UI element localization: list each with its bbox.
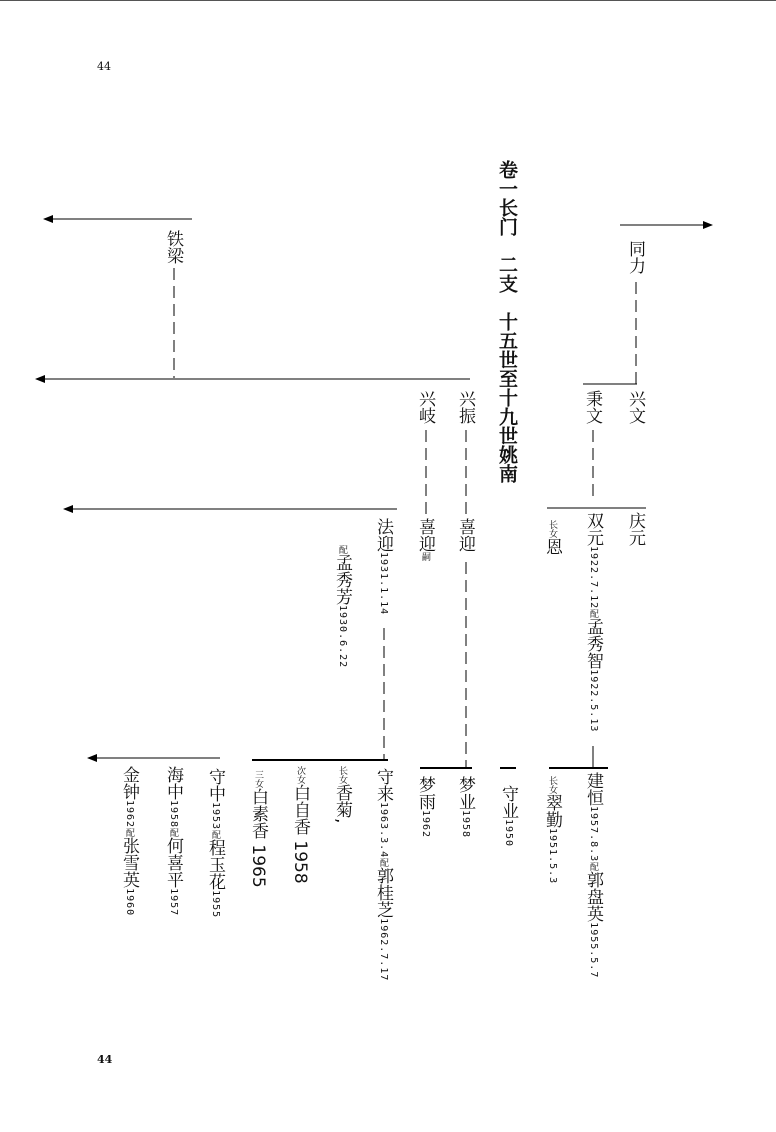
shouzhong-dates: 1953	[210, 802, 221, 831]
person-jianheng	[584, 772, 601, 978]
person-shuangyuan	[584, 512, 601, 732]
page-number-top: 44	[97, 60, 111, 73]
person-tongli: 同力	[625, 240, 645, 274]
shuangyuan-spouse: 孟秀智	[583, 618, 603, 670]
bzx-rank: 次女	[295, 766, 305, 784]
haizhong-name: 海中	[163, 766, 183, 800]
jinzhong-spouse: 张雪英	[119, 837, 139, 889]
cuiqin-dates: 1951.5.3	[547, 828, 558, 885]
person-baizixiang	[291, 766, 308, 884]
jianheng-pei: 配	[588, 862, 598, 872]
xiying2-mark: 嗣	[420, 552, 430, 561]
faying-pei: 配	[337, 545, 347, 554]
bzx-name: 白自香 1958	[290, 784, 310, 884]
bsx-rank: 三女	[253, 770, 263, 788]
shoulai-spouse: 郭桂芝	[373, 867, 393, 919]
shuangyuan-dates: 1922.7.12	[588, 546, 599, 610]
shouye-dates: 1950	[503, 819, 514, 848]
jianheng-name: 建恒	[583, 772, 603, 806]
person-mengye	[456, 776, 473, 838]
faying-name: 法迎	[373, 518, 393, 552]
xiangju-name: 香菊,	[332, 784, 352, 824]
person-shouye	[499, 785, 516, 847]
xiangju-rank: 长女	[337, 766, 347, 784]
jianheng-dates: 1957.8.3	[588, 806, 599, 863]
shuangyuan-name: 双元	[583, 512, 603, 546]
person-xingwen: 兴文	[625, 390, 645, 424]
jianheng-spouse-dates: 1955.5.7	[588, 922, 599, 979]
mengye-name: 梦业	[455, 776, 475, 810]
en-rank: 长女	[547, 520, 557, 538]
person-bingwen: 秉文	[582, 390, 602, 424]
person-mengyu	[416, 776, 433, 838]
haizhong-pei: 配	[168, 828, 178, 838]
person-haizhong	[164, 766, 181, 916]
cuiqin-name: 翠勤	[542, 794, 562, 828]
shouzhong-pei: 配	[210, 830, 220, 840]
person-shouzhong	[206, 768, 223, 918]
person-tieliang: 铁梁	[163, 230, 183, 264]
faying-dates: 1931.1.14	[378, 552, 389, 616]
bsx-name: 白素香 1965	[248, 788, 268, 888]
person-faying-spouse	[333, 545, 350, 668]
person-en	[543, 520, 560, 555]
shouzhong-spouse: 程玉花	[205, 839, 225, 891]
shoulai-name: 守来	[373, 768, 393, 802]
person-shoulai	[374, 768, 391, 981]
shoulai-spouse-dates: 1962.7.17	[378, 918, 389, 982]
person-qingyuan: 庆元	[625, 512, 645, 546]
shouye-name: 守业	[498, 785, 518, 819]
shuangyuan-pei: 配	[588, 609, 598, 619]
person-xingqi: 兴岐	[415, 390, 435, 424]
shouzhong-spouse-dates: 1955	[210, 890, 221, 919]
jinzhong-name: 金钟	[119, 766, 139, 800]
jinzhong-spouse-dates: 1960	[124, 888, 135, 917]
mengyu-dates: 1962	[420, 810, 431, 839]
person-xingzhen: 兴振	[455, 390, 475, 424]
person-xiangju	[333, 766, 350, 823]
page-number-bottom: 44	[97, 1053, 113, 1066]
haizhong-dates: 1958	[168, 800, 179, 829]
shoulai-dates: 1963.3.4	[378, 802, 389, 859]
en-name: 恩	[542, 538, 562, 555]
mengyu-name: 梦雨	[415, 776, 435, 810]
xiying2-name: 喜迎	[415, 518, 435, 552]
person-cuiqin	[543, 776, 560, 884]
mengye-dates: 1958	[460, 810, 471, 839]
haizhong-spouse: 何喜平	[163, 837, 183, 889]
shuangyuan-spouse-dates: 1922.5.13	[588, 669, 599, 733]
shouzhong-name: 守中	[205, 768, 225, 802]
faying-spouse-dates: 1930.6.22	[337, 605, 348, 669]
faying-spouse: 孟秀芳	[332, 554, 352, 605]
haizhong-spouse-dates: 1957	[168, 888, 179, 917]
page-title: 卷一长门 二支 十五世至十九世姚南	[496, 160, 518, 483]
jinzhong-dates: 1962	[124, 800, 135, 829]
person-baisuxiang	[249, 770, 266, 888]
person-jinzhong	[120, 766, 137, 916]
jinzhong-pei: 配	[124, 828, 134, 838]
person-xiying-1: 喜迎	[455, 518, 475, 552]
person-faying	[374, 518, 391, 615]
person-xiying-2	[416, 518, 433, 561]
jianheng-spouse: 郭盘英	[583, 871, 603, 923]
cuiqin-rank: 长女	[547, 776, 557, 794]
shoulai-pei: 配	[378, 858, 388, 868]
